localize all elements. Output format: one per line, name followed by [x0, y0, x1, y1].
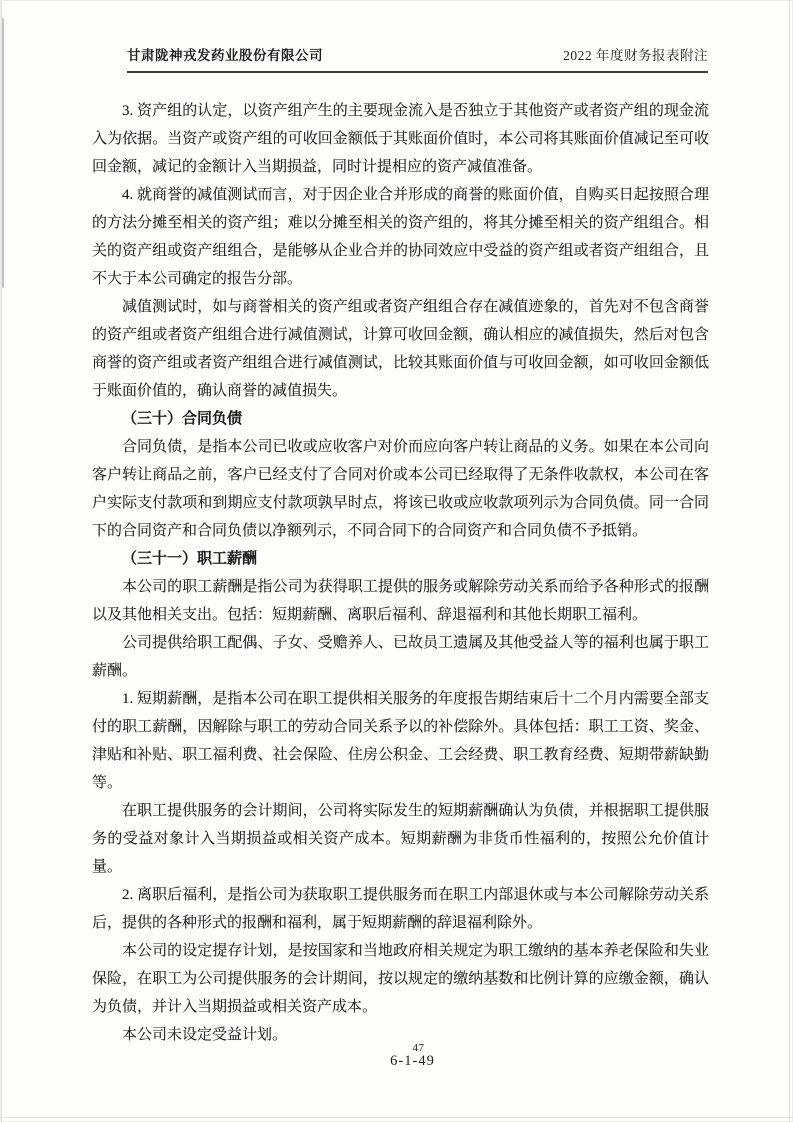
paragraph-short-term-recognition: 在职工提供服务的会计期间，公司将实际发生的短期薪酬确认为负债，并根据职工提供服务的受益对象计入当期损益或相关资产成本。短期薪酬为非货币性福利的，按照公允价值计量。: [92, 803, 709, 875]
section-heading-31-employee-compensation: （三十一）职工薪酬: [122, 551, 258, 567]
paragraph-contract-liabilities: 合同负债，是指本公司已收或应收客户对价而应向客户转让商品的义务。如果在本公司向客户转让商品之前，客户已经支付了合同对价或本公司已经取得了无条件收款权，本公司在客户实际支付款项和到期应支付款项孰早时点，将该已收或应收款项列示为合同负债。同一合同下的合同资产和合同负债以净额列示，不同合同下的合同资产和合同负债不予抵销。: [92, 439, 709, 539]
paragraph-short-term-compensation: 1. 短期薪酬，是指本公司在职工提供相关服务的年度报告期结束后十二个月内需要全部支付的职工薪酬，因解除与职工的劳动合同关系予以的补偿除外。具体包括：职工工资、奖金、津贴和补贴、职工福利费、社会保险、住房公积金、工会经费、职工教育经费、短期带薪缺勤等。: [92, 691, 709, 791]
paragraph-defined-contribution-plan: 本公司的设定提存计划，是按国家和当地政府相关规定为职工缴纳的基本养老保险和失业保险，在职工为公司提供服务的会计期间，按以规定的缴纳基数和比例计算的应缴金额，确认为负债，并计入当期损益或相关资产成本。: [92, 943, 709, 1015]
section-heading-30-contract-liabilities: （三十）合同负债: [122, 411, 243, 427]
page-header: [127, 44, 708, 73]
paragraph-employee-compensation-definition: 本公司的职工薪酬是指公司为获得职工提供的服务或解除劳动关系而给予各种形式的报酬以及其他相关支出。包括：短期薪酬、离职后福利、辞退福利和其他长期职工福利。: [92, 579, 709, 623]
paragraph-employee-benefits-scope: 公司提供给职工配偶、子女、受赡养人、已故员工遗属及其他受益人等的福利也属于职工薪酬。: [92, 635, 709, 679]
scan-edge-artifact: [0, 1117, 793, 1118]
scan-edge-artifact: [2, 18, 4, 288]
paragraph-post-employment-benefits: 2. 离职后福利，是指公司为获取职工提供服务而在职工内部退休或与本公司解除劳动关系后，提供的各种形式的报酬和福利，属于短期薪酬的辞退福利除外。: [92, 887, 709, 931]
paragraph-goodwill-allocation: 4. 就商誉的减值测试而言，对于因企业合并形成的商誉的账面价值，自购买日起按照合理的方法分摊至相关的资产组；难以分摊至相关的资产组的，将其分摊至相关的资产组组合。相关的资产组或资产组组合，是能够从企业合并的协同效应中受益的资产组或者资产组组合，且不大于本公司确定的报告分部。: [92, 187, 709, 287]
page-number: 47: [412, 1042, 425, 1054]
scan-edge-artifact: [789, 0, 790, 1122]
paragraph-asset-group: 3. 资产组的认定，以资产组产生的主要现金流入是否独立于其他资产或者资产组的现金流入为依据。当资产或资产组的可收回金额低于其账面价值时，本公司将其账面价值减记至可收回金额，减记的金额计入当期损益，同时计提相应的资产减值准备。: [92, 103, 709, 175]
body-text: [92, 97, 709, 1049]
paragraph-no-defined-benefit-plan: 本公司未设定受益计划。: [122, 1027, 288, 1043]
company-name: 甘肃陇神戎发药业股份有限公司: [127, 48, 323, 63]
paragraph-impairment-test: 减值测试时，如与商誉相关的资产组或者资产组组合存在减值迹象的，首先对不包含商誉的资产组或者资产组组合进行减值测试，计算可收回金额，确认相应的减值损失，然后对包含商誉的资产组或者资产组组合进行减值测试，比较其账面价值与可收回金额，如可收回金额低于账面价值的，确认商誉的减值损失。: [92, 299, 709, 399]
page-footer: [0, 1042, 793, 1070]
document-title: 2022 年度财务报表附注: [563, 48, 708, 63]
page-code: 6-1-49: [390, 1053, 435, 1070]
